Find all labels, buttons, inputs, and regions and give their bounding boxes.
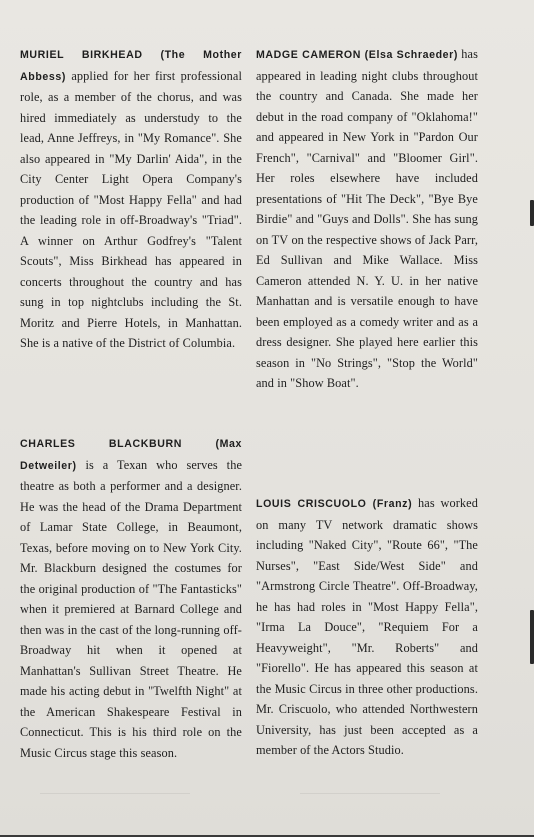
bleed-through-line: [40, 793, 190, 794]
bio-name-heading: CHARLES BLACKBURN (Max Detweiler): [20, 438, 242, 472]
bio-body: is a Texan who serves the theatre as both a performer and a designer. He was the head of the Drama Department of Lamar State College, in Beaumont, Texas, before moving on to New York City. Mr. Blackburn designed the costumes for the original production of "The Fantasticks" when it premiered at Barnard College and then was in the cast of the long-running off-Broadway hit when it opened at Manhattan's Sullivan Street Theatre. He made his acting debut in "Twelfth Night" at the American Shakespeare Festival in Connecticut. This is his third role on the Music Circus stage this season.: [20, 457, 242, 760]
bio-madge-cameron: [256, 44, 478, 394]
binding-edge-mark: [530, 200, 534, 226]
bio-name-heading: LOUIS CRISCUOLO (Franz): [256, 498, 413, 510]
bio-body: has appeared in leading night clubs throughout the country and Canada. She made her debut in the road company of "Oklahoma!" and appeared in New York in "Pardon Our French", "Carnival" and "Bloomer Girl". Her roles elsewhere have included presentations of "Hit The Deck", "Bye Bye Birdie" and "Guys and Dolls". She has sung on TV on the respective shows of Jack Parr, Ed Sullivan and Mike Wallace. Miss Cameron attended N. Y. U. in her native Manhattan and is versatile enough to have been employed as a comedy writer and as a dress designer. She played here earlier this season in "No Strings", "Stop the World" and in "Show Boat".: [256, 47, 478, 390]
bio-body: has worked on many TV network dramatic shows including "Naked City", "Route 66", "The Nurses", "East Side/West Side" and "Armstrong Circle Theatre". Off-Broadway, he has had roles in "Most Happy Fella", "Irma La Douce", "Requiem For a Heavyweight", "Mr. Roberts" and "Fiorello". He has appeared this season at the Music Circus in three other productions. Mr. Criscuolo, who attended Northwestern University, has just been accepted as a member of the Actors Studio.: [256, 496, 478, 757]
bio-body: applied for her first professional role, as a member of the chorus, and was hired immediately as understudy to the lead, Anne Jeffreys, in "My Romance". She also appeared in "My Darlin' Aida", in the City Center Light Opera Company's production of "Most Happy Fella" and had the leading role in off-Broadway's "Triad". A winner on Arthur Godfrey's "Talent Scouts", Miss Birkhead has appeared in concerts throughout the country and has sung in top nightclubs including the St. Moritz and Pierre Hotels, in Manhattan. She is a native of the District of Columbia.: [20, 68, 242, 350]
bio-name-heading: MURIEL BIRKHEAD (The Mother Abbess): [20, 49, 242, 83]
bio-name-heading: MADGE CAMERON (Elsa Schraeder): [256, 49, 459, 61]
bio-muriel-birkhead: [20, 44, 242, 354]
bio-charles-blackburn: [20, 433, 242, 763]
bio-louis-criscuolo: [256, 493, 478, 761]
bleed-through-line: [300, 793, 440, 794]
binding-edge-mark: [530, 610, 534, 664]
